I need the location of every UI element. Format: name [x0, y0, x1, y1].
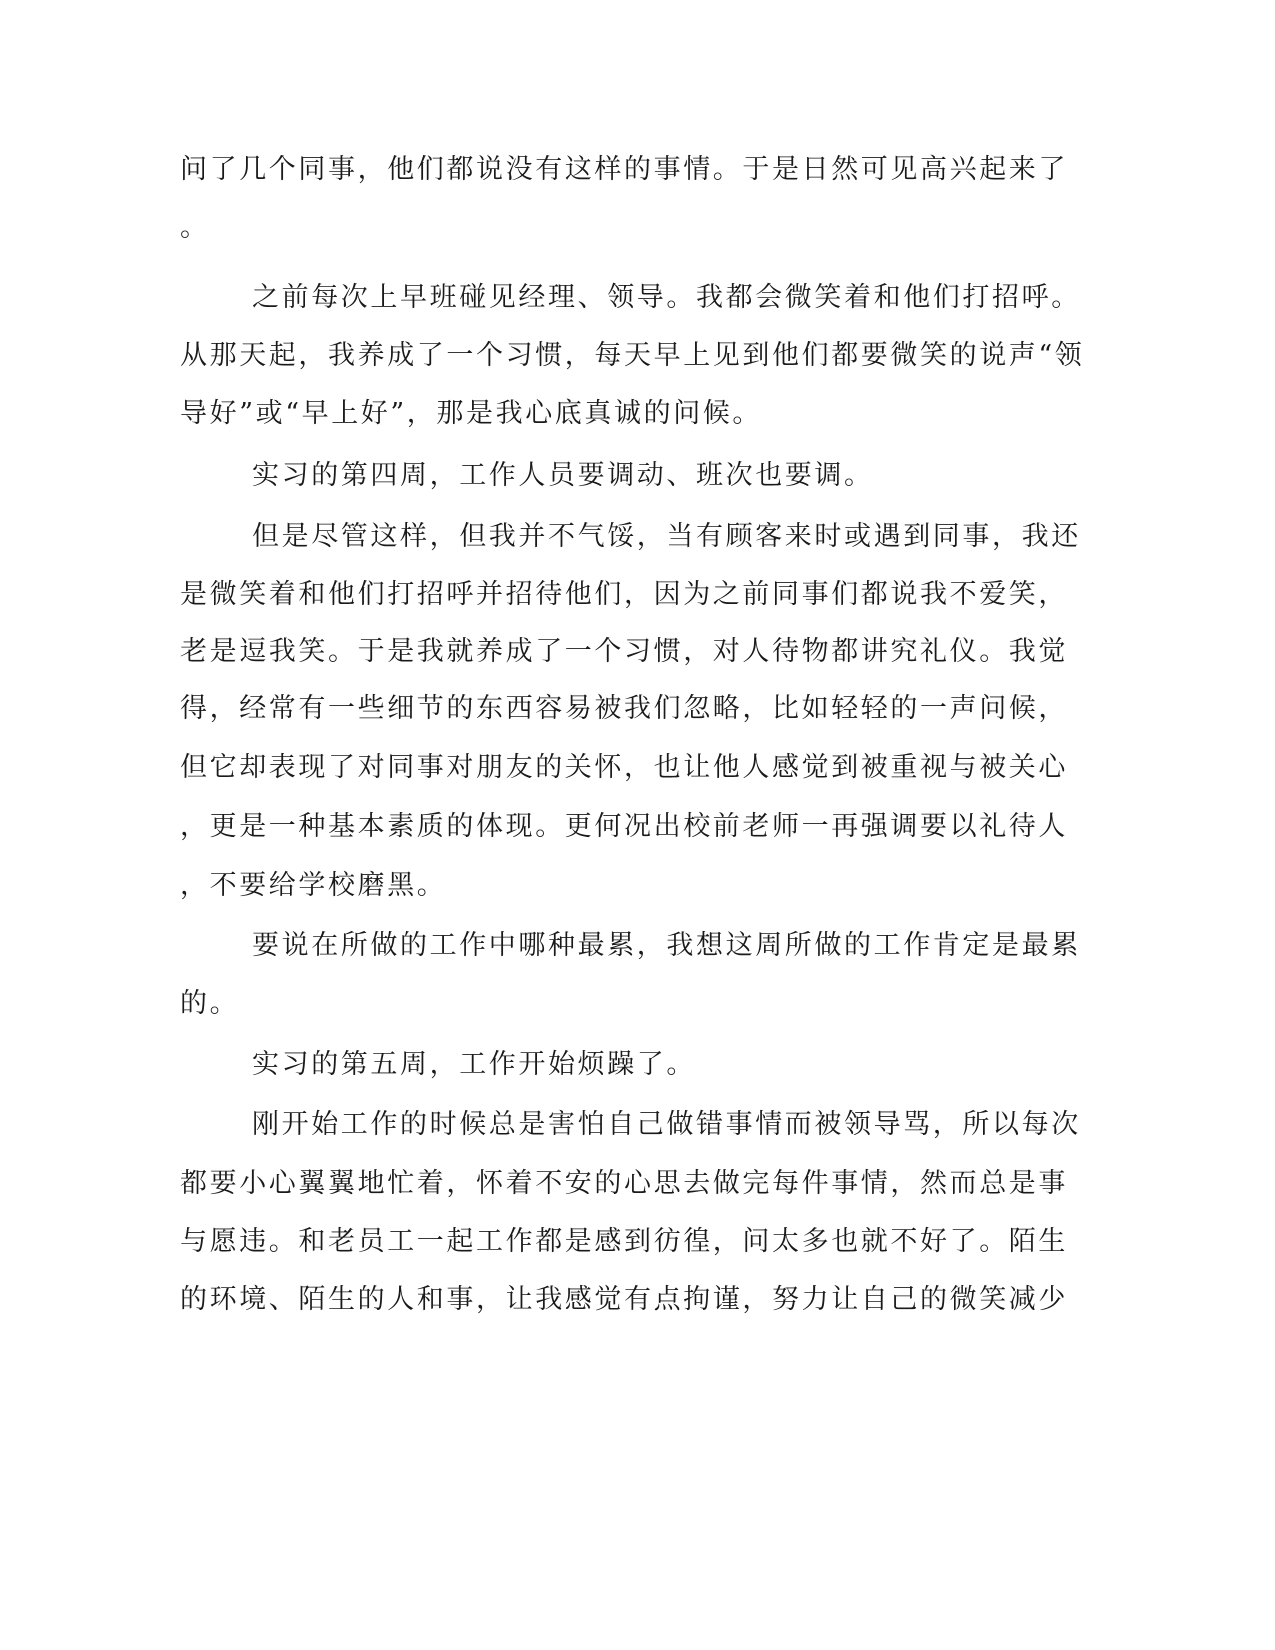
text-line: 要说在所做的工作中哪种最累，我想这周所做的工作肯定是最累 [252, 930, 1081, 961]
text-line: 老是逗我笑。于是我就养成了一个习惯，对人待物都讲究礼仪。我觉 [180, 636, 1068, 667]
text-line: 的。 [180, 988, 240, 1019]
text-line: 但它却表现了对同事对朋友的关怀，也让他人感觉到被重视与被关心 [180, 752, 1068, 783]
text-line: 从那天起，我养成了一个习惯，每天早上见到他们都要微笑的说声“领 [180, 340, 1085, 371]
text-line: 导好”或“早上好”，那是我心底真诚的问候。 [180, 398, 763, 429]
text-line: 实习的第五周，工作开始烦躁了。 [252, 1049, 696, 1080]
text-line: 得，经常有一些细节的东西容易被我们忽略，比如轻轻的一声问候， [180, 693, 1068, 724]
text-line: 的环境、陌生的人和事，让我感觉有点拘谨，努力让自己的微笑减少 [180, 1284, 1068, 1315]
text-line: 是微笑着和他们打招呼并招待他们，因为之前同事们都说我不爱笑， [180, 579, 1068, 610]
text-line: ，更是一种基本素质的体现。更何况出校前老师一再强调要以礼待人 [180, 811, 1068, 842]
text-line: 实习的第四周，工作人员要调动、班次也要调。 [252, 460, 874, 491]
text-line: ，不要给学校磨黑。 [180, 870, 447, 901]
text-line: 与愿违。和老员工一起工作都是感到彷徨，问太多也就不好了。陌生 [180, 1226, 1068, 1257]
text-line: 之前每次上早班碰见经理、领导。我都会微笑着和他们打招呼。 [252, 282, 1081, 313]
text-line: 但是尽管这样，但我并不气馁，当有顾客来时或遇到同事，我还 [252, 521, 1081, 552]
text-line: 问了几个同事，他们都说没有这样的事情。于是日然可见高兴起来了 [180, 154, 1068, 185]
text-line: 。 [180, 212, 210, 243]
text-line: 都要小心翼翼地忙着，怀着不安的心思去做完每件事情，然而总是事 [180, 1168, 1068, 1199]
text-line: 刚开始工作的时候总是害怕自己做错事情而被领导骂，所以每次 [252, 1109, 1081, 1140]
